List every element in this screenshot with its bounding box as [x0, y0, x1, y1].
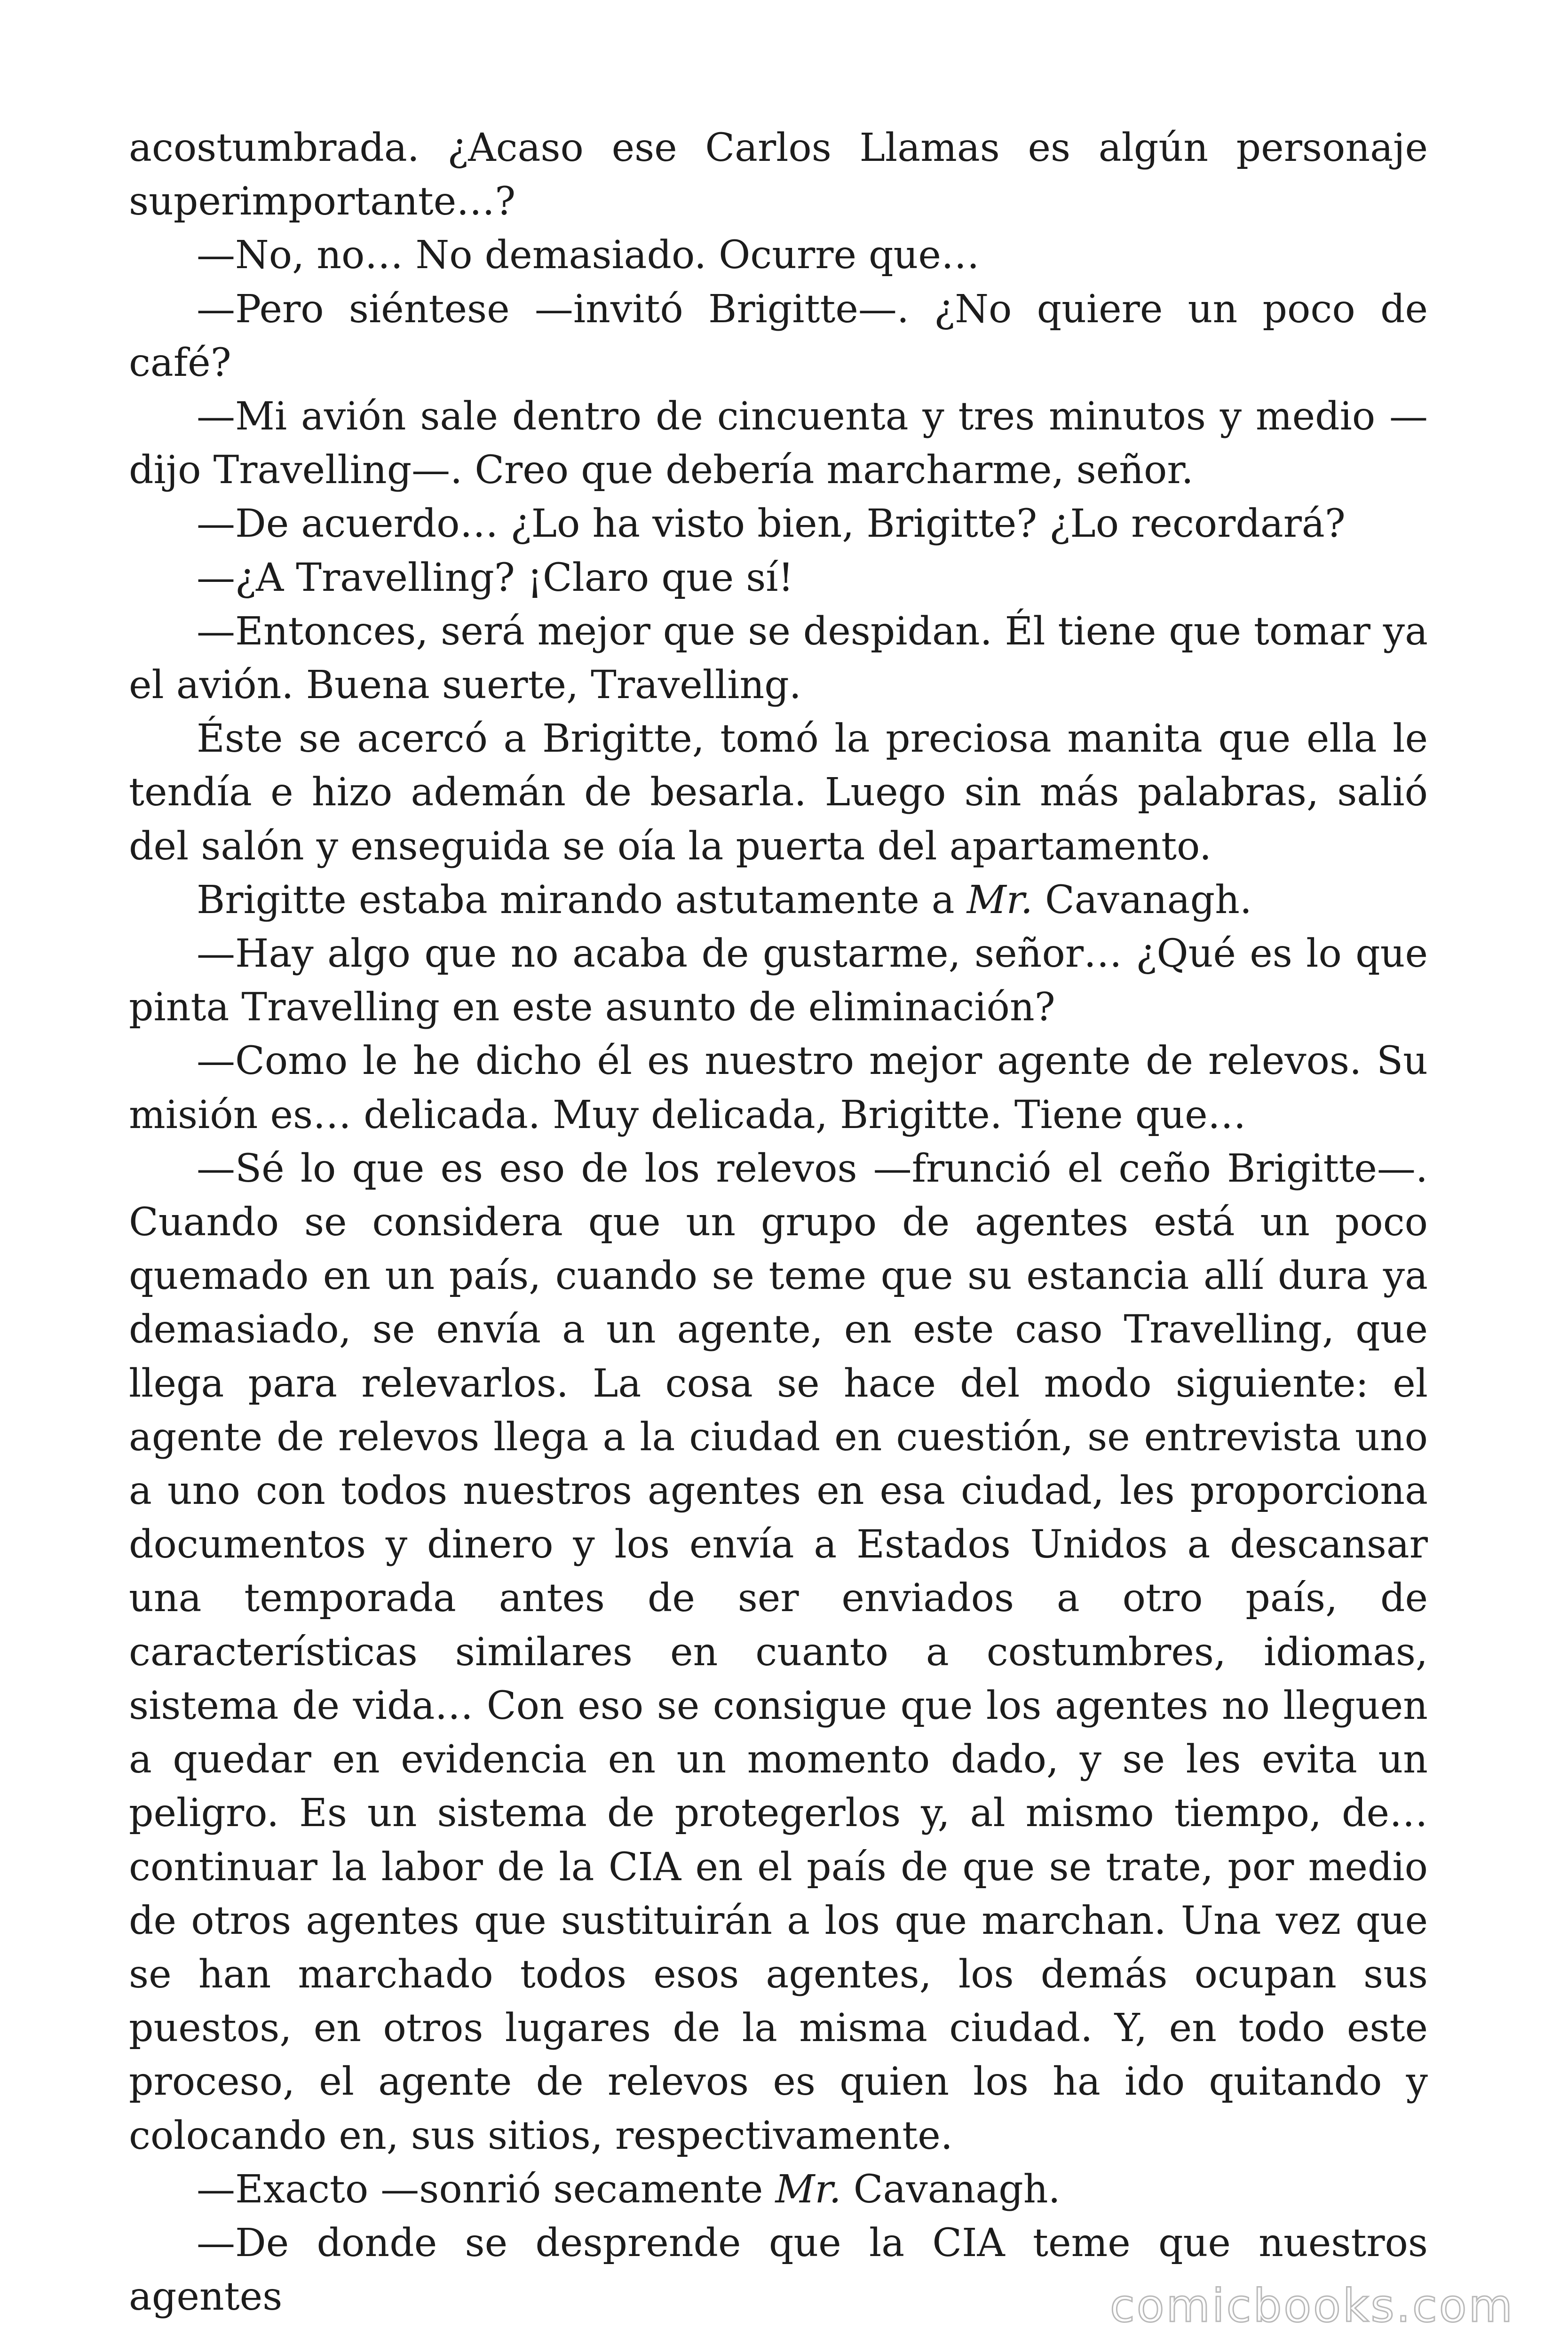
paragraph — [129, 1142, 1428, 2163]
text-run: —¿A Travelling? ¡Claro que sí! — [197, 555, 794, 600]
text-run: —Mi avión sale dentro de cincuenta y tres minutos y medio — dijo Travelling—. Creo que debería marcharme, señor. — [129, 394, 1428, 493]
paragraph — [129, 497, 1428, 551]
text-run: —De acuerdo… ¿Lo ha visto bien, Brigitte? ¿Lo recordará? — [197, 501, 1346, 547]
text-run: —De donde se desprende que la CIA teme que nuestros agentes — [129, 2220, 1428, 2320]
text-run: Cavanagh. — [1032, 877, 1252, 922]
paragraph — [129, 229, 1428, 282]
italic-text-run: Mr. — [775, 2167, 841, 2212]
body-text — [129, 121, 1428, 2324]
paragraph — [129, 927, 1428, 1034]
text-run: Cavanagh. — [841, 2167, 1061, 2212]
paragraph — [129, 1034, 1428, 1142]
paragraph — [129, 121, 1428, 229]
text-run: —Sé lo que es eso de los relevos —frunció el ceño Brigitte—. Cuando se considera que un grupo de agentes está un poco quemado en un país, cuando se teme que su estancia allí dura ya demasiado, se envía a un agente, en este caso Travelling, que llega para relevarlos. La cosa se hace del modo siguiente: el agente de relevos llega a la ciudad en cuestión, se entrevista uno a uno con todos nuestros agentes en esa ciudad, les proporciona documentos y dinero y los envía a Estados Unidos a descansar una temporada antes de ser enviados a otro país, de características similares en cuanto a costumbres, idiomas, sistema de vida… Con eso se consigue que los agentes no lleguen a quedar en evidencia en un momento dado, y se les evita un peligro. Es un sistema de protegerlos y, al mismo tiempo, de… continuar la labor de la CIA en el país de que se trate, por medio de otros agentes que sustituirán a los que marchan. Una vez que se han marchado todos esos agentes, los demás ocupan sus puestos, en otros lugares de la misma ciudad. Y, en todo este proceso, el agente de relevos es quien los ha ido quitando y colocando en, sus sitios, respectivamente. — [129, 1146, 1428, 2158]
paragraph — [129, 874, 1428, 927]
paragraph — [129, 712, 1428, 874]
text-run: —Como le he dicho él es nuestro mejor agente de relevos. Su misión es… delicada. Muy delicada, Brigitte. Tiene que… — [129, 1039, 1428, 1137]
paragraph — [129, 605, 1428, 712]
italic-text-run: Mr. — [966, 877, 1033, 922]
text-run: Brigitte estaba mirando astutamente a — [197, 877, 967, 922]
paragraph — [129, 283, 1428, 390]
paragraph — [129, 551, 1428, 605]
text-run: —No, no… No demasiado. Ocurre que… — [197, 233, 980, 278]
text-run: —Exacto —sonrió secamente — [197, 2167, 776, 2212]
text-run: Éste se acercó a Brigitte, tomó la preciosa manita que ella le tendía e hizo ademán de besarla. Luego sin más palabras, salió del salón y enseguida se oía la puerta del apartamento. — [129, 716, 1428, 869]
paragraph — [129, 2163, 1428, 2217]
watermark-logo: comicbooks.com — [1109, 2280, 1514, 2332]
text-run: —Hay algo que no acaba de gustarme, señor… ¿Qué es lo que pinta Travelling en este asunto de eliminación? — [129, 931, 1428, 1030]
text-run: —Entonces, será mejor que se despidan. Él tiene que tomar ya el avión. Buena suerte, Travelling. — [129, 609, 1428, 708]
text-run: —Pero siéntese —invitó Brigitte—. ¿No quiere un poco de café? — [129, 286, 1428, 385]
text-run: acostumbrada. ¿Acaso ese Carlos Llamas es algún personaje superimportante…? — [129, 126, 1428, 224]
paragraph — [129, 390, 1428, 497]
